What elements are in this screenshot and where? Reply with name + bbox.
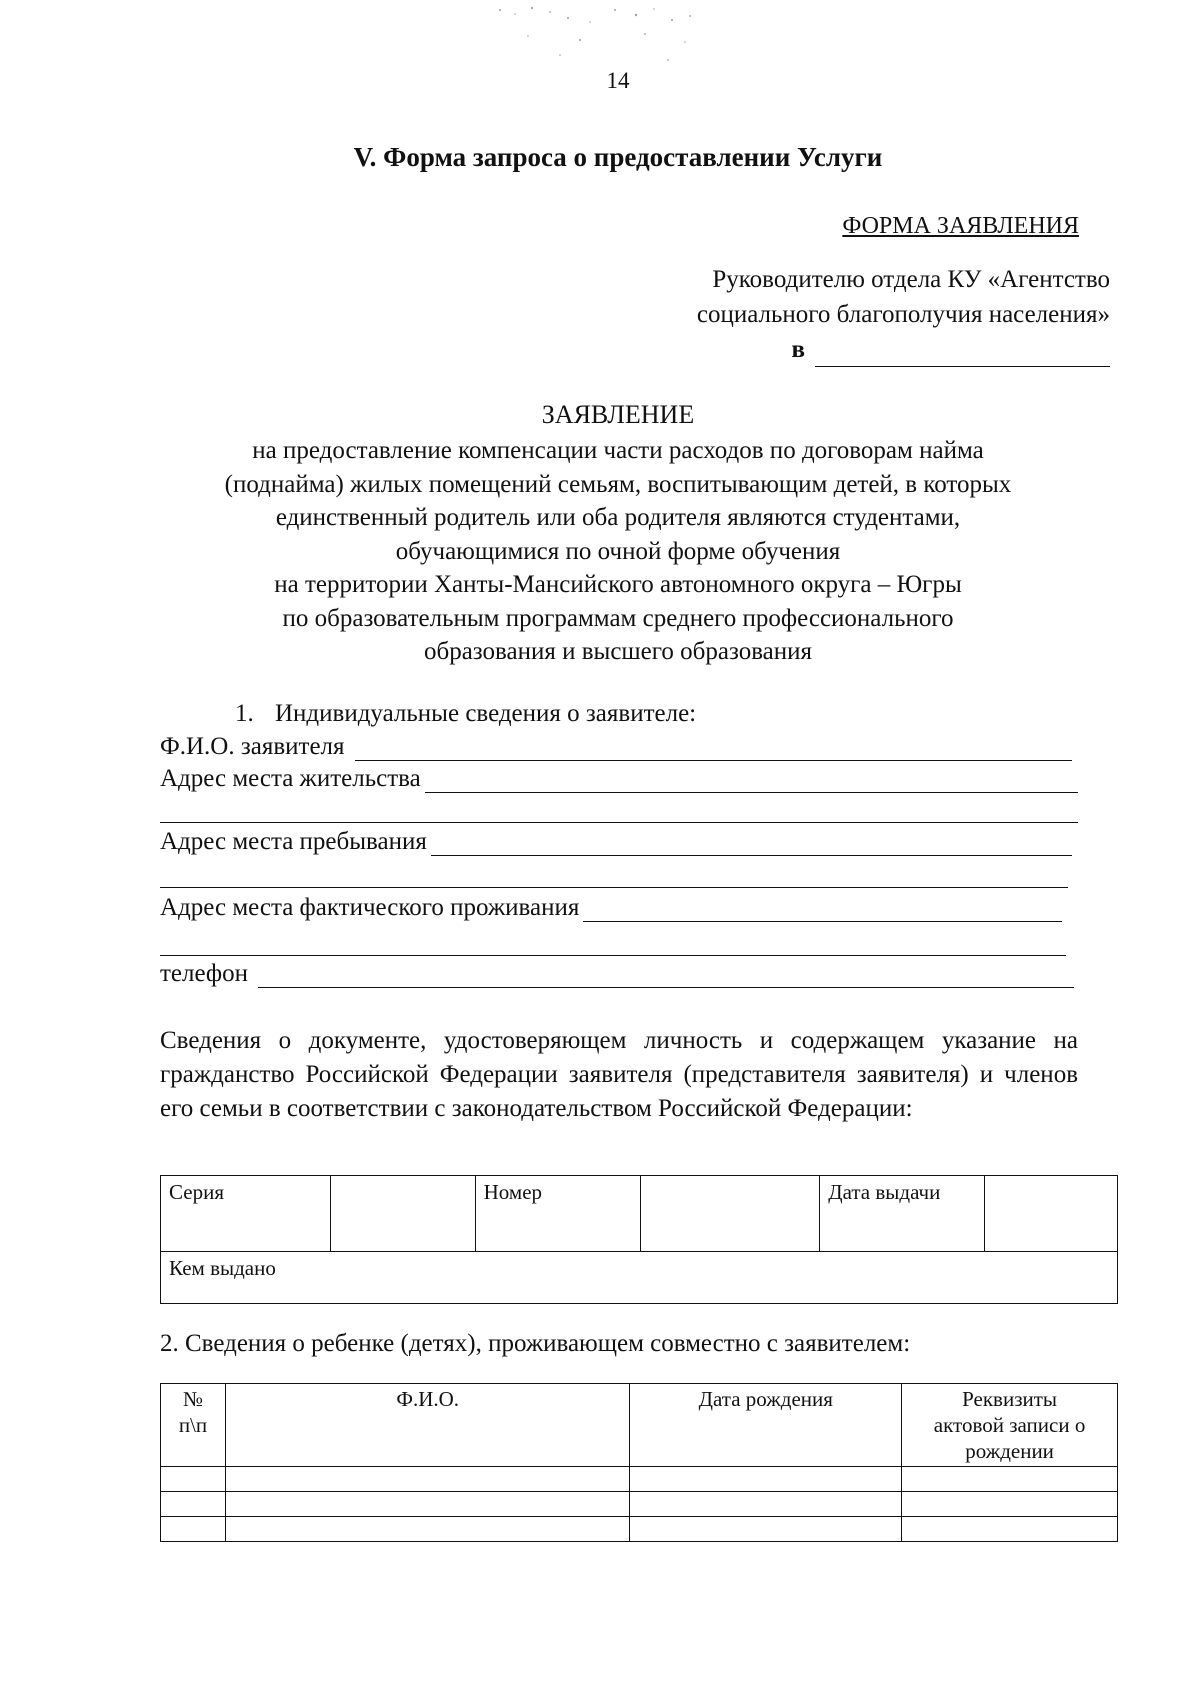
child-number-cell[interactable] xyxy=(161,1517,226,1542)
col-fio-header: Ф.И.О. xyxy=(225,1384,629,1467)
residence-label: Адрес места жительства xyxy=(160,765,421,792)
child-number-cell[interactable] xyxy=(161,1492,226,1517)
col-number-header xyxy=(161,1384,226,1467)
col-birth-record-header xyxy=(902,1384,1118,1467)
child-fio-cell[interactable] xyxy=(225,1517,629,1542)
actual-address-label: Адрес места фактического проживания xyxy=(160,894,580,921)
section-1-heading-text: Индивидуальные сведения о заявителе: xyxy=(275,700,697,727)
stay-continuation-line[interactable] xyxy=(160,887,1068,888)
actual-address-continuation-line[interactable] xyxy=(160,955,1066,956)
child-birth-date-cell[interactable] xyxy=(630,1517,902,1542)
series-label: Серия xyxy=(161,1176,331,1252)
child-birth-date-cell[interactable] xyxy=(630,1467,902,1492)
id-document-paragraph: Сведения о документе, удостоверяющем личность и содержащем указание на гражданство Российской Федерации заявителя (представителя заявителя) и членов его семьи в соответствии с законодательством Российской Федерации: xyxy=(160,1027,1078,1122)
addressee-location-field[interactable] xyxy=(815,338,1110,367)
table-row xyxy=(161,1492,1118,1517)
section-1-heading xyxy=(235,700,696,728)
addressee-location-line xyxy=(590,332,1110,367)
subtitle-line: на предоставление компенсации части расходов по договорам найма xyxy=(252,437,984,464)
col-birth-date-header: Дата рождения xyxy=(630,1384,902,1467)
subtitle-line: образования и высшего образования xyxy=(423,638,813,665)
fio-label: Ф.И.О. заявителя xyxy=(160,733,345,760)
residence-continuation-line[interactable] xyxy=(160,822,1078,823)
form-label: ФОРМА ЗАЯВЛЕНИЯ xyxy=(842,213,1079,239)
col-birth-record-line-2: актовой записи о xyxy=(933,1413,1086,1437)
addressee-line-2: социального благополучия населения» xyxy=(696,301,1110,328)
number-label: Номер xyxy=(475,1176,640,1252)
table-row xyxy=(161,1517,1118,1542)
child-birth-record-cell[interactable] xyxy=(902,1517,1118,1542)
page-number: 14 xyxy=(606,68,630,93)
number-input-cell[interactable] xyxy=(640,1176,820,1252)
application-title: ЗАЯВЛЕНИЕ xyxy=(541,400,695,429)
issued-by-cell[interactable]: Кем выдано xyxy=(161,1252,1118,1304)
table-row xyxy=(161,1176,1118,1252)
table-row xyxy=(161,1467,1118,1492)
section-title: V. Форма запроса о предоставлении Услуги xyxy=(353,142,883,172)
id-document-table xyxy=(160,1175,1118,1304)
actual-address-input-line[interactable] xyxy=(583,895,1062,922)
child-number-cell[interactable] xyxy=(161,1467,226,1492)
issue-date-input-cell[interactable] xyxy=(985,1176,1118,1252)
col-number-line-1: № xyxy=(182,1387,203,1411)
subtitle-line: на территории Ханты-Мансийского автономного округа – Югры xyxy=(274,571,962,598)
fio-field-row xyxy=(160,733,1072,761)
issue-date-label: Дата выдачи xyxy=(820,1176,985,1252)
addressee-in-letter: в xyxy=(791,336,805,363)
phone-field-row xyxy=(160,960,1074,988)
child-birth-date-cell[interactable] xyxy=(630,1492,902,1517)
child-birth-record-cell[interactable] xyxy=(902,1467,1118,1492)
series-input-cell[interactable] xyxy=(330,1176,475,1252)
child-birth-record-cell[interactable] xyxy=(902,1492,1118,1517)
stay-field-row xyxy=(160,828,1072,856)
section-2-heading: 2. Сведения о ребенке (детях), проживающем совместно с заявителем: xyxy=(160,1330,911,1357)
table-row xyxy=(161,1252,1118,1304)
children-table xyxy=(160,1383,1118,1542)
phone-label: телефон xyxy=(160,960,248,987)
children-table-header xyxy=(161,1384,1118,1467)
subtitle-line: обучающимися по очной форме обучения xyxy=(395,537,841,565)
phone-input-line[interactable] xyxy=(258,961,1074,988)
actual-address-field-row xyxy=(160,894,1062,922)
addressee-line-1: Руководителю отдела КУ «Агентство xyxy=(712,266,1110,293)
col-birth-record-line-1: Реквизиты xyxy=(962,1387,1058,1411)
subtitle-line: единственный родитель или оба родителя являются студентами, xyxy=(275,504,961,531)
section-1-number: 1. xyxy=(235,700,254,727)
child-fio-cell[interactable] xyxy=(225,1492,629,1517)
subtitle-line: по образовательным программам среднего профессионального xyxy=(282,604,954,632)
child-fio-cell[interactable] xyxy=(225,1467,629,1492)
stay-input-line[interactable] xyxy=(431,829,1072,856)
col-birth-record-line-3: рождении xyxy=(965,1439,1054,1463)
stay-label: Адрес места пребывания xyxy=(160,828,427,855)
col-number-line-2: п\п xyxy=(178,1413,208,1437)
residence-input-line[interactable] xyxy=(425,766,1078,793)
subtitle-line: (поднайма) жилых помещений семьям, воспитывающим детей, в которых xyxy=(224,470,1012,498)
fio-input-line[interactable] xyxy=(355,734,1072,761)
application-subtitle xyxy=(150,434,1086,669)
residence-field-row xyxy=(160,765,1078,793)
addressee-block xyxy=(590,262,1110,367)
